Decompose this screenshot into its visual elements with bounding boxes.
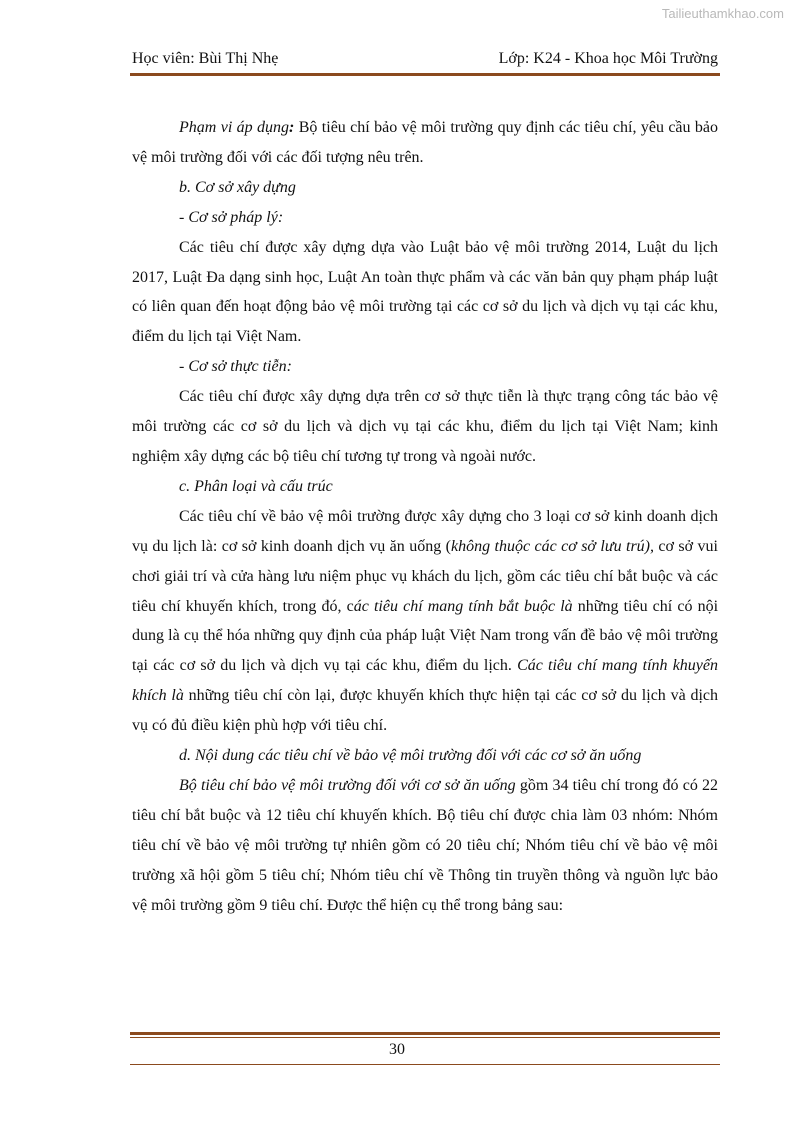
classification-text-1: Các tiêu chí về bảo vệ môi trường được xây dựng cho 3 loại cơ sở kinh doanh dịch vụ du lịch là: cơ sở kinh doanh dịch vụ ăn uống ( — [132, 507, 718, 555]
page-number: 30 — [389, 1041, 405, 1058]
document-body — [132, 113, 718, 920]
paragraph-practical-basis: Các tiêu chí được xây dựng dựa trên cơ sở thực tiễn là thực trạng công tác bảo vệ môi trường các cơ sở du lịch và dịch vụ tại các khu, điểm du lịch tại Việt Nam; kinh nghiệm xây dựng các bộ tiêu chí tương tự trong và ngoài nước. — [132, 388, 718, 465]
scope-text: Bộ tiêu chí bảo vệ môi trường quy định các tiêu chí, yêu cầu bảo vệ môi trường đối với các đối tượng nêu trên. — [132, 119, 719, 166]
heading-practical-basis: - Cơ sở thực tiễn: — [179, 358, 292, 376]
heading-legal-basis: - Cơ sở pháp lý: — [179, 208, 284, 226]
heading-b: b. Cơ sở xây dựng — [179, 178, 296, 196]
classification-text-5: những tiêu chí có nội dung là cụ thể hóa những quy định của pháp luật Việt Nam trong vấn đề bảo vệ môi trường tại các cơ sở du lịch và dịch vụ tại các khu, điểm du lịch. — [132, 597, 719, 675]
footer-rule-thin — [130, 1037, 720, 1038]
paragraph-legal-basis: Các tiêu chí được xây dựng dựa vào Luật bảo vệ môi trường 2014, Luật du lịch 2017, Luật Đa dạng sinh học, Luật An toàn thực phẩm và các văn bản quy phạm pháp luật có liên quan đến hoạt động bảo vệ môi trường tại các cơ sở du lịch và dịch vụ tại các khu, điểm du lịch tại Việt Nam. — [132, 238, 718, 346]
scope-colon: : — [289, 119, 295, 136]
scope-label: Phạm vi áp dụng — [179, 119, 290, 136]
footer-rule-thick — [130, 1032, 720, 1035]
classification-text-3: cơ sở vui chơi giải trí và cửa hàng lưu niệm phục vụ khách du lịch, gồm các tiêu chí bắt buộc và các tiêu chí khuyến khích, trong đó, c — [132, 537, 718, 615]
footer-rule-bottom — [130, 1064, 720, 1065]
heading-d: d. Nội dung các tiêu chí về bảo vệ môi trường đối với các cơ sở ăn uống — [179, 747, 642, 765]
classification-text-2: không thuộc các cơ sở lưu trú), — [450, 537, 654, 555]
content-text-2: gồm 34 tiêu chí trong đó có 22 tiêu chí bắt buộc và 12 tiêu chí khuyến khích. Bộ tiêu chí được chia làm 03 nhóm: Nhóm tiêu chí về bảo vệ môi trường tự nhiên gồm có 20 tiêu chí; Nhóm tiêu chí về bảo vệ môi trường xã hội gồm 5 tiêu chí; Nhóm tiêu chí về Thông tin truyền thông và nguồn lực bảo vệ môi trường gồm 9 tiêu chí. Được thể hiện cụ thể trong bảng sau: — [132, 776, 718, 914]
classification-text-7: những tiêu chí còn lại, được khuyến khích thực hiện tại các cơ sở du lịch và dịch vụ có đủ điều kiện phù hợp với tiêu chí. — [132, 687, 719, 735]
paragraph-content — [132, 771, 718, 921]
header-class: Lớp: K24 - Khoa học Môi Trường — [498, 50, 718, 67]
classification-text-4: ác tiêu chí mang tính bắt buộc là — [353, 597, 573, 615]
heading-c: c. Phân loại và cấu trúc — [179, 477, 333, 495]
header-student: Học viên: Bùi Thị Nhẹ — [132, 50, 279, 67]
classification-text-6: Các tiêu chí mang tính khuyến khích là — [132, 657, 719, 705]
paragraph-scope — [132, 113, 718, 173]
content-text-1: Bộ tiêu chí bảo vệ môi trường đối với cơ sở ăn uống — [179, 776, 516, 794]
watermark: Tailieuthamkhao.com — [661, 6, 784, 21]
page-header — [132, 50, 718, 70]
header-rule — [130, 73, 720, 76]
paragraph-classification — [132, 502, 718, 741]
